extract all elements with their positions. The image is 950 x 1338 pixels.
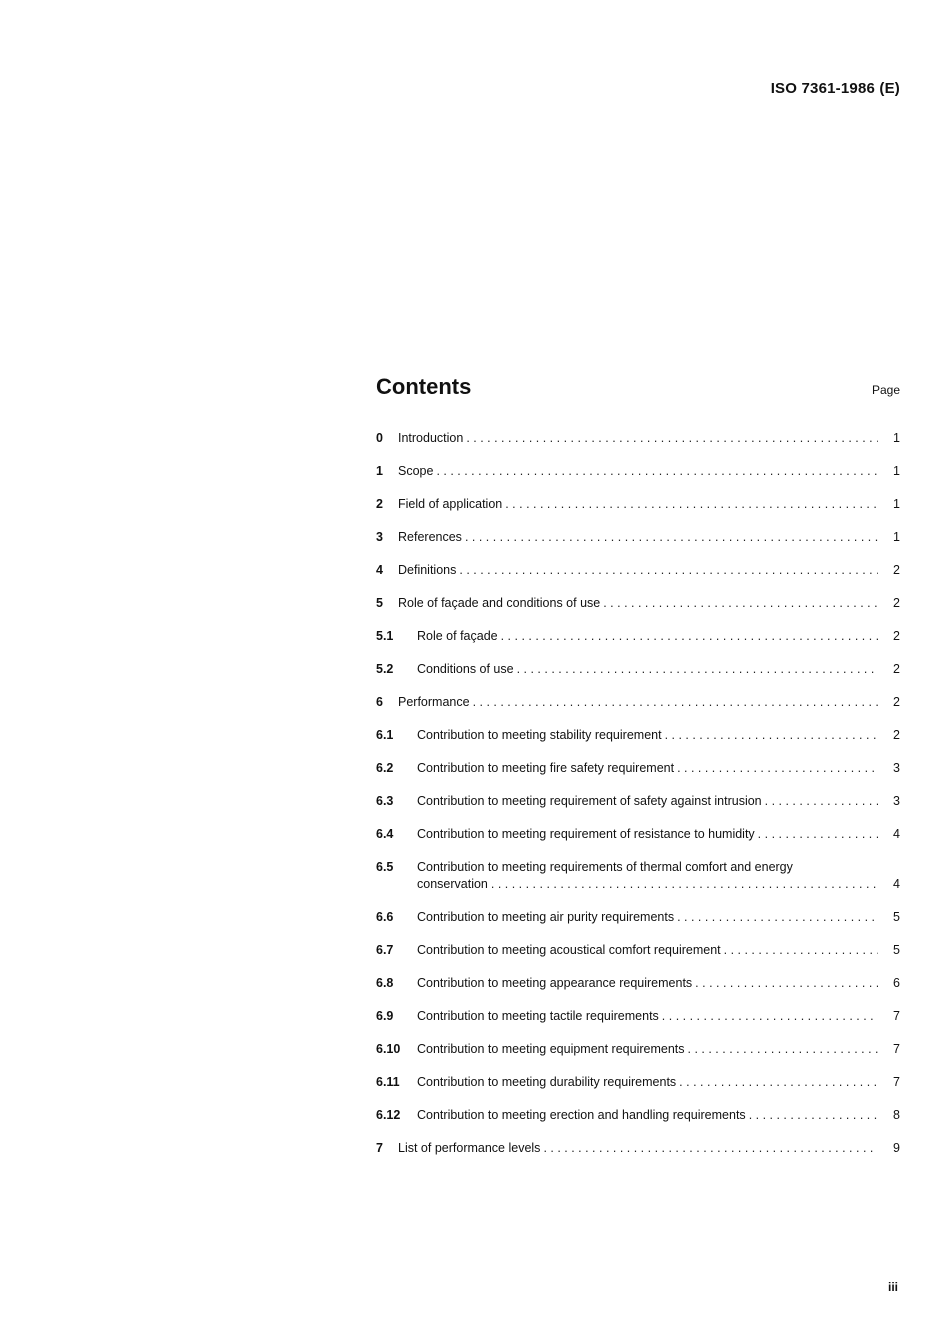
dot-leader xyxy=(473,694,878,711)
toc-page: 2 xyxy=(893,695,900,709)
dot-leader xyxy=(436,463,878,480)
toc-title: Contribution to meeting acoustical comfort requirement xyxy=(417,943,721,957)
toc-title: Contribution to meeting appearance requirements xyxy=(417,976,693,990)
toc-page: 2 xyxy=(893,629,900,643)
dot-leader xyxy=(517,661,878,678)
toc-entry-6-1[interactable] xyxy=(376,711,900,744)
toc-title: Role of façade xyxy=(417,629,498,643)
dot-leader xyxy=(465,529,878,546)
toc-page: 4 xyxy=(893,877,900,891)
toc-title: Introduction xyxy=(398,431,464,445)
dot-leader xyxy=(501,628,878,645)
standard-identifier: ISO 7361-1986 (E) xyxy=(770,80,900,97)
toc-page: 2 xyxy=(893,662,900,676)
toc-page: 2 xyxy=(893,596,900,610)
toc-number: 6.9 xyxy=(376,1009,394,1023)
toc-title: Definitions xyxy=(398,563,457,577)
toc-entry-6[interactable] xyxy=(376,678,900,711)
toc-number: 6.1 xyxy=(376,728,394,742)
toc-page: 1 xyxy=(893,464,900,478)
toc-number: 1 xyxy=(376,464,383,478)
toc-page: 6 xyxy=(893,976,900,990)
toc-page: 7 xyxy=(893,1042,900,1056)
toc-entry-6-6[interactable] xyxy=(376,893,900,926)
toc-page: 1 xyxy=(893,497,900,511)
toc-entry-6-8[interactable] xyxy=(376,959,900,992)
dot-leader xyxy=(724,942,878,959)
toc-title: List of performance levels xyxy=(398,1141,541,1155)
toc-page: 5 xyxy=(893,943,900,957)
page-folio: iii xyxy=(887,1280,898,1294)
dot-leader xyxy=(749,1107,878,1124)
toc-title: Contribution to meeting air purity requirements xyxy=(417,910,675,924)
toc-entry-6-10[interactable] xyxy=(376,1025,900,1058)
dot-leader xyxy=(662,1008,878,1025)
toc-number: 6.5 xyxy=(376,860,394,874)
toc-number: 3 xyxy=(376,530,383,544)
toc-entry-5-2[interactable] xyxy=(376,645,900,678)
dot-leader xyxy=(765,793,878,810)
toc-page: 2 xyxy=(893,728,900,742)
contents-header xyxy=(376,374,900,414)
toc-title: Role of façade and conditions of use xyxy=(398,596,601,610)
dot-leader xyxy=(665,727,878,744)
toc-number: 6.4 xyxy=(376,827,394,841)
dot-leader xyxy=(603,595,878,612)
toc-number: 5.2 xyxy=(376,662,394,676)
toc-entry-5[interactable] xyxy=(376,579,900,612)
dot-leader xyxy=(491,876,878,893)
toc-number: 0 xyxy=(376,431,383,445)
toc-number: 6.11 xyxy=(376,1075,400,1089)
dot-leader xyxy=(677,760,878,777)
toc-title-line-2: conservation xyxy=(417,877,488,891)
toc-entry-0[interactable] xyxy=(376,414,900,447)
dot-leader xyxy=(758,826,878,843)
toc-page: 8 xyxy=(893,1108,900,1122)
toc-number: 6.12 xyxy=(376,1108,401,1122)
toc-entry-5-1[interactable] xyxy=(376,612,900,645)
dot-leader xyxy=(688,1041,878,1058)
toc-title: Scope xyxy=(398,464,434,478)
toc-number: 5 xyxy=(376,596,383,610)
toc-number: 6.3 xyxy=(376,794,394,808)
toc-entry-6-5[interactable] xyxy=(376,843,900,893)
toc-title: Contribution to meeting erection and handling requirements xyxy=(417,1108,746,1122)
toc-list xyxy=(376,414,900,1157)
table-of-contents xyxy=(376,374,900,1157)
toc-entry-4[interactable] xyxy=(376,546,900,579)
toc-entry-3[interactable] xyxy=(376,513,900,546)
toc-number: 6.10 xyxy=(376,1042,401,1056)
toc-number: 2 xyxy=(376,497,383,511)
dot-leader xyxy=(677,909,878,926)
toc-page: 3 xyxy=(893,761,900,775)
toc-title: Contribution to meeting requirement of safety against intrusion xyxy=(417,794,762,808)
dot-leader xyxy=(466,430,878,447)
toc-entry-6-2[interactable] xyxy=(376,744,900,777)
toc-entry-6-11[interactable] xyxy=(376,1058,900,1091)
toc-title: Performance xyxy=(398,695,470,709)
toc-entry-1[interactable] xyxy=(376,447,900,480)
toc-entry-6-4[interactable] xyxy=(376,810,900,843)
toc-page: 5 xyxy=(893,910,900,924)
toc-number: 6.7 xyxy=(376,943,394,957)
toc-title: Field of application xyxy=(398,497,503,511)
contents-title: Contents xyxy=(376,374,472,399)
toc-number: 4 xyxy=(376,563,383,577)
toc-page: 7 xyxy=(893,1075,900,1089)
dot-leader xyxy=(543,1140,878,1157)
toc-page: 7 xyxy=(893,1009,900,1023)
toc-entry-6-7[interactable] xyxy=(376,926,900,959)
toc-entry-6-9[interactable] xyxy=(376,992,900,1025)
dot-leader xyxy=(459,562,878,579)
toc-entry-6-12[interactable] xyxy=(376,1091,900,1124)
toc-title: Contribution to meeting fire safety requirement xyxy=(417,761,675,775)
toc-number: 6.6 xyxy=(376,910,394,924)
toc-number: 5.1 xyxy=(376,629,394,643)
page-column-label: Page xyxy=(871,383,900,397)
dot-leader xyxy=(679,1074,878,1091)
toc-entry-2[interactable] xyxy=(376,480,900,513)
toc-title: Contribution to meeting equipment requirements xyxy=(417,1042,685,1056)
toc-number: 6.2 xyxy=(376,761,394,775)
toc-title: References xyxy=(398,530,462,544)
toc-title: Contribution to meeting requirement of resistance to humidity xyxy=(417,827,755,841)
dot-leader xyxy=(695,975,878,992)
toc-page: 2 xyxy=(893,563,900,577)
toc-entry-6-3[interactable] xyxy=(376,777,900,810)
toc-number: 6 xyxy=(376,695,383,709)
dot-leader xyxy=(505,496,878,513)
toc-title: Conditions of use xyxy=(417,662,514,676)
toc-page: 1 xyxy=(893,530,900,544)
toc-number: 7 xyxy=(376,1141,383,1155)
toc-title: Contribution to meeting tactile requirements xyxy=(417,1009,659,1023)
toc-title: Contribution to meeting stability requirement xyxy=(417,728,662,742)
toc-title: Contribution to meeting durability requirements xyxy=(417,1075,677,1089)
toc-page: 9 xyxy=(893,1141,900,1155)
toc-entry-7[interactable] xyxy=(376,1124,900,1157)
toc-page: 3 xyxy=(893,794,900,808)
toc-page: 4 xyxy=(893,827,900,841)
toc-title-line-1: Contribution to meeting requirements of thermal comfort and energy xyxy=(417,860,793,874)
toc-page: 1 xyxy=(893,431,900,445)
toc-number: 6.8 xyxy=(376,976,394,990)
